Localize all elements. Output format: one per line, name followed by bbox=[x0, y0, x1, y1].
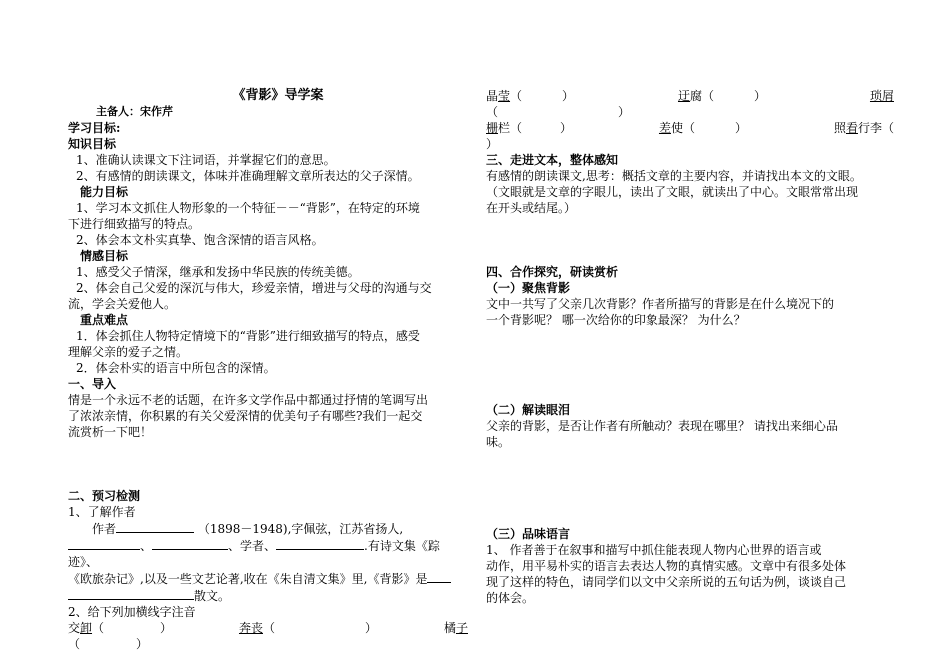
pinyin-item: 琐屑 bbox=[869, 89, 894, 103]
pinyin-row-cont: （ ） bbox=[68, 637, 149, 651]
section3-text: 在开头或结尾。） bbox=[486, 201, 577, 215]
author-line-3: 《欧旅杂记》,以及一些文艺论著,收在《朱自清文集》里,《背影》是 bbox=[68, 570, 468, 587]
pinyin-row bbox=[486, 120, 894, 136]
emotion-item-cont: 流，学会关爱他人。 bbox=[68, 297, 177, 311]
pinyin-item: 晶莹（ ） bbox=[486, 89, 575, 103]
intro-heading: 一、导入 bbox=[68, 377, 117, 391]
intro-text: 情是一个永远不老的话题，在许多文学作品中都通过抒情的笔调写出 bbox=[68, 393, 429, 407]
answer-space[interactable] bbox=[68, 440, 468, 488]
emotion-item: 2、体会自己父爱的深沉与伟大，珍爱亲情，增进与父母的沟通与交 bbox=[76, 281, 432, 295]
author-line: 作者 （1898－1948),字佩弦，江苏省扬人, bbox=[92, 522, 404, 536]
sub3-text: 的体会。 bbox=[486, 591, 535, 605]
answer-space[interactable] bbox=[486, 216, 894, 264]
sub1-text: 文中一共写了父亲几次背影？作者所描写的背影是在什么境况下的 bbox=[486, 297, 835, 311]
preview-q1: 1、了解作者 bbox=[68, 505, 136, 519]
pinyin-row bbox=[68, 620, 468, 636]
pinyin-item: 栅栏（ ） bbox=[486, 121, 573, 135]
key-item: 2．体会朴实的语言中所包含的深情。 bbox=[76, 361, 276, 375]
sub3-text: 1、 作者善于在叙事和描写中抓住能表现人物内心世界的语言或 bbox=[486, 543, 822, 557]
sub3-text: 现了这样的特色，请同学们以文中父亲所说的五句话为例，谈谈自己 bbox=[486, 575, 847, 589]
section3-text: 有感情的朗读课文,思考：概括文章的主要内容，并请找出本文的文眼。 bbox=[486, 169, 862, 183]
key-heading: 重点难点 bbox=[80, 313, 129, 327]
author-blank[interactable] bbox=[116, 520, 194, 533]
sub1-text: 一个背影呢？ 哪一次给你的印象最深？ 为什么？ bbox=[486, 313, 746, 327]
sub1-heading: （一）聚焦背影 bbox=[486, 281, 571, 295]
section3-heading: 三、走进文本，整体感知 bbox=[486, 153, 619, 167]
intro-text: 流赏析一下吧！ bbox=[68, 425, 153, 439]
preview-heading: 二、预习检测 bbox=[68, 489, 141, 503]
section4-heading: 四、合作探究，研读赏析 bbox=[486, 265, 619, 279]
preview-q2: 2、给下列加横线字注音 bbox=[68, 605, 196, 619]
pinyin-item: 交卸（ ） bbox=[68, 621, 173, 635]
emotion-item: 1、感受父子情深，继承和发扬中华民族的传统美德。 bbox=[76, 265, 360, 279]
knowledge-item: 2、有感情的朗读课文，体味并准确理解文章所表达的父子深情。 bbox=[76, 169, 420, 183]
blank[interactable] bbox=[276, 537, 364, 550]
ability-heading: 能力目标 bbox=[80, 185, 129, 199]
ability-item: 2、体会本文朴实真挚、饱含深情的语言风格。 bbox=[76, 233, 324, 247]
intro-text: 了浓浓亲情，你积累的有关父爱深情的优美句子有哪些?我们一起交 bbox=[68, 409, 423, 423]
section3-text: （文眼就是文章的字眼儿，读出了文眼，就读出了中心。文眼常常出现 bbox=[486, 185, 859, 199]
pinyin-row-cont: （ ） bbox=[486, 105, 631, 119]
right-column bbox=[486, 88, 894, 606]
author-line-2: 、 、学者、 .有诗文集《踪迹》、 bbox=[68, 539, 440, 569]
sub3-text: 动作，用平易朴实的语言去表达人物的真情实感。文章中有很多处体 bbox=[486, 559, 847, 573]
knowledge-heading: 知识目标 bbox=[68, 137, 117, 151]
pinyin-item: 奔丧（ ） bbox=[238, 621, 378, 635]
preparer: 主备人：宋作芹 bbox=[96, 105, 173, 118]
answer-space[interactable] bbox=[486, 328, 894, 402]
author-line-4: 散文。 bbox=[68, 587, 468, 604]
answer-space[interactable] bbox=[486, 450, 894, 526]
blank[interactable] bbox=[152, 537, 228, 550]
pinyin-row-cont: ） bbox=[486, 137, 499, 151]
sub2-heading: （二）解读眼泪 bbox=[486, 403, 571, 417]
blank[interactable] bbox=[427, 570, 451, 583]
pinyin-item: 差使（ ） bbox=[658, 121, 748, 135]
blank[interactable] bbox=[68, 587, 194, 600]
goals-heading: 学习目标: bbox=[68, 121, 121, 135]
pinyin-item: 迂腐（ ） bbox=[677, 89, 767, 103]
document-title: 《背影》导学案 bbox=[232, 88, 324, 103]
emotion-heading: 情感目标 bbox=[80, 249, 129, 263]
knowledge-item: 1、准确认读课文下注词语，并掌握它们的意思。 bbox=[76, 153, 336, 167]
pinyin-item: 橘子 bbox=[443, 621, 468, 635]
key-item: 1．体会抓住人物特定情境下的“背影”进行细致描写的特点，感受 bbox=[76, 329, 420, 343]
left-column bbox=[68, 88, 468, 652]
sub2-text: 父亲的背影，是否让作者有所触动？表现在哪里？ 请找出来细心品 bbox=[486, 419, 838, 433]
key-item-cont: 理解父亲的爱子之情。 bbox=[68, 345, 189, 359]
sub2-text: 味。 bbox=[486, 435, 511, 449]
pinyin-item: 照看行李（ bbox=[833, 121, 894, 135]
ability-item-cont: 下进行细致描写的特点。 bbox=[68, 217, 201, 231]
pinyin-row bbox=[486, 88, 894, 104]
sub3-heading: （三）品味语言 bbox=[486, 527, 571, 541]
blank[interactable] bbox=[68, 537, 140, 550]
ability-item: 1、学习本文抓住人物形象的一个特征－－“背影”，在特定的环境 bbox=[76, 201, 420, 215]
